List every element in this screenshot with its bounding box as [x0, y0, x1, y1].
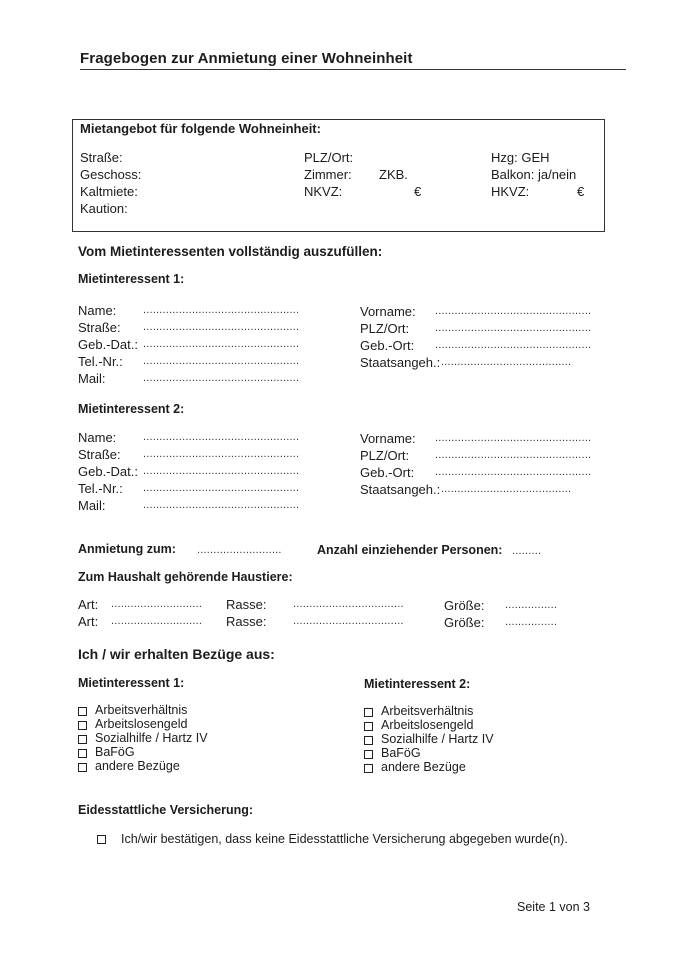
t1-other-checkbox[interactable]	[78, 763, 87, 772]
t1-employment-label: Arbeitsverhältnis	[95, 703, 188, 717]
tenant2-mail-field[interactable]: ................................................	[143, 499, 300, 511]
tenant2-birthplace-field[interactable]: ................................................	[435, 466, 592, 478]
tenant1-street-label: Straße:	[78, 320, 121, 335]
offer-zkb-label: ZKB.	[379, 167, 408, 182]
section-heading: Vom Mietinteressenten vollständig auszufüllen:	[78, 244, 383, 259]
tenant1-phone-label: Tel.-Nr.:	[78, 354, 123, 369]
page-title: Fragebogen zur Anmietung einer Wohneinheit	[80, 50, 413, 67]
tenant2-street-field[interactable]: ................................................	[143, 448, 300, 460]
t2-employment-label: Arbeitsverhältnis	[381, 704, 474, 718]
offer-street-label: Straße:	[80, 150, 123, 165]
tenant2-nationality-field[interactable]: ........................................	[441, 483, 572, 495]
tenant2-name-label: Name:	[78, 430, 117, 445]
tenant1-phone-field[interactable]: ................................................	[143, 355, 300, 367]
affidavit-text: Ich/wir bestätigen, dass keine Eidesstattliche Versicherung abgegeben wurde(n).	[121, 832, 568, 846]
pet2-size-field[interactable]: ................	[505, 616, 558, 628]
offer-rent-label: Kaltmiete:	[80, 184, 138, 199]
t2-bafoeg-checkbox[interactable]	[364, 750, 373, 759]
t2-other-checkbox[interactable]	[364, 764, 373, 773]
pet2-type-label: Art:	[78, 614, 99, 629]
tenant1-birthdate-label: Geb.-Dat.:	[78, 337, 138, 352]
t2-unemployment-label: Arbeitslosengeld	[381, 718, 474, 732]
title-underline	[80, 69, 626, 70]
tenant2-plz-label: PLZ/Ort:	[360, 448, 410, 463]
offer-heading: Mietangebot für folgende Wohneinheit:	[80, 121, 321, 136]
offer-plz-label: PLZ/Ort:	[304, 150, 354, 165]
affidavit-heading: Eidesstattliche Versicherung:	[78, 803, 254, 817]
tenant1-name-label: Name:	[78, 303, 117, 318]
t1-bafoeg-label: BaFöG	[95, 745, 135, 759]
pet1-size-field[interactable]: ................	[505, 599, 558, 611]
tenant1-plz-field[interactable]: ................................................	[435, 322, 592, 334]
t1-employment-checkbox[interactable]	[78, 707, 87, 716]
persons-field[interactable]: .........	[512, 545, 542, 557]
tenant1-street-field[interactable]: ................................................	[143, 321, 300, 333]
offer-nkvz-currency: €	[414, 184, 422, 199]
t1-unemployment-checkbox[interactable]	[78, 721, 87, 730]
pet1-breed-label: Rasse:	[226, 597, 267, 612]
tenant2-birthplace-label: Geb.-Ort:	[360, 465, 415, 480]
offer-hkvz-currency: €	[577, 184, 585, 199]
tenant2-name-field[interactable]: ................................................	[143, 431, 300, 443]
tenant1-mail-field[interactable]: ................................................	[143, 372, 300, 384]
pet1-type-label: Art:	[78, 597, 99, 612]
income-heading: Ich / wir erhalten Bezüge aus:	[78, 646, 275, 662]
tenant1-birthplace-field[interactable]: ................................................	[435, 339, 592, 351]
t1-welfare-checkbox[interactable]	[78, 735, 87, 744]
pet2-breed-label: Rasse:	[226, 614, 267, 629]
tenant1-firstname-field[interactable]: ................................................	[435, 305, 592, 317]
tenant1-birthdate-field[interactable]: ................................................	[143, 338, 300, 350]
t1-welfare-label: Sozialhilfe / Hartz IV	[95, 731, 208, 745]
tenant2-phone-field[interactable]: ................................................	[143, 482, 300, 494]
tenant2-firstname-field[interactable]: ................................................	[435, 432, 592, 444]
t1-unemployment-label: Arbeitslosengeld	[95, 717, 188, 731]
offer-heating-label: Hzg: GEH	[491, 150, 550, 165]
tenant1-heading: Mietinteressent 1:	[78, 272, 185, 286]
offer-balcony-label: Balkon: ja/nein	[491, 167, 577, 182]
t2-other-label: andere Bezüge	[381, 760, 466, 774]
tenant1-mail-label: Mail:	[78, 371, 106, 386]
t2-bafoeg-label: BaFöG	[381, 746, 421, 760]
tenant2-plz-field[interactable]: ................................................	[435, 449, 592, 461]
affidavit-checkbox[interactable]	[97, 835, 106, 844]
offer-rooms-label: Zimmer:	[304, 167, 352, 182]
tenant2-heading: Mietinteressent 2:	[78, 402, 185, 416]
offer-hkvz-label: HKVZ:	[491, 184, 530, 199]
move-in-field[interactable]: ..........................	[197, 544, 282, 556]
tenant2-street-label: Straße:	[78, 447, 121, 462]
tenant2-mail-label: Mail:	[78, 498, 106, 513]
pet2-breed-field[interactable]: ..................................	[293, 615, 404, 627]
t2-welfare-checkbox[interactable]	[364, 736, 373, 745]
tenant1-plz-label: PLZ/Ort:	[360, 321, 410, 336]
tenant1-nationality-field[interactable]: ........................................	[441, 356, 572, 368]
pet1-size-label: Größe:	[444, 598, 485, 613]
page-number: Seite 1 von 3	[517, 900, 590, 914]
tenant1-name-field[interactable]: ................................................	[143, 304, 300, 316]
move-in-label: Anmietung zum:	[78, 542, 176, 556]
offer-floor-label: Geschoss:	[80, 167, 142, 182]
tenant2-phone-label: Tel.-Nr.:	[78, 481, 123, 496]
pet2-type-field[interactable]: ............................	[111, 615, 203, 627]
income-tenant2-heading: Mietinteressent 2:	[364, 677, 471, 691]
tenant1-firstname-label: Vorname:	[360, 304, 416, 319]
tenant2-birthdate-field[interactable]: ................................................	[143, 465, 300, 477]
tenant1-birthplace-label: Geb.-Ort:	[360, 338, 415, 353]
t2-welfare-label: Sozialhilfe / Hartz IV	[381, 732, 494, 746]
offer-deposit-label: Kaution:	[80, 201, 128, 216]
t1-other-label: andere Bezüge	[95, 759, 180, 773]
pet2-size-label: Größe:	[444, 615, 485, 630]
offer-nkvz-label: NKVZ:	[304, 184, 343, 199]
tenant2-nationality-label: Staatsangeh.:	[360, 482, 441, 497]
t2-employment-checkbox[interactable]	[364, 708, 373, 717]
pets-heading: Zum Haushalt gehörende Haustiere:	[78, 570, 293, 584]
pet1-type-field[interactable]: ............................	[111, 598, 203, 610]
pet1-breed-field[interactable]: ..................................	[293, 598, 404, 610]
t2-unemployment-checkbox[interactable]	[364, 722, 373, 731]
tenant2-firstname-label: Vorname:	[360, 431, 416, 446]
tenant2-birthdate-label: Geb.-Dat.:	[78, 464, 138, 479]
income-tenant1-heading: Mietinteressent 1:	[78, 676, 185, 690]
tenant1-nationality-label: Staatsangeh.:	[360, 355, 441, 370]
t1-bafoeg-checkbox[interactable]	[78, 749, 87, 758]
persons-label: Anzahl einziehender Personen:	[317, 543, 503, 557]
